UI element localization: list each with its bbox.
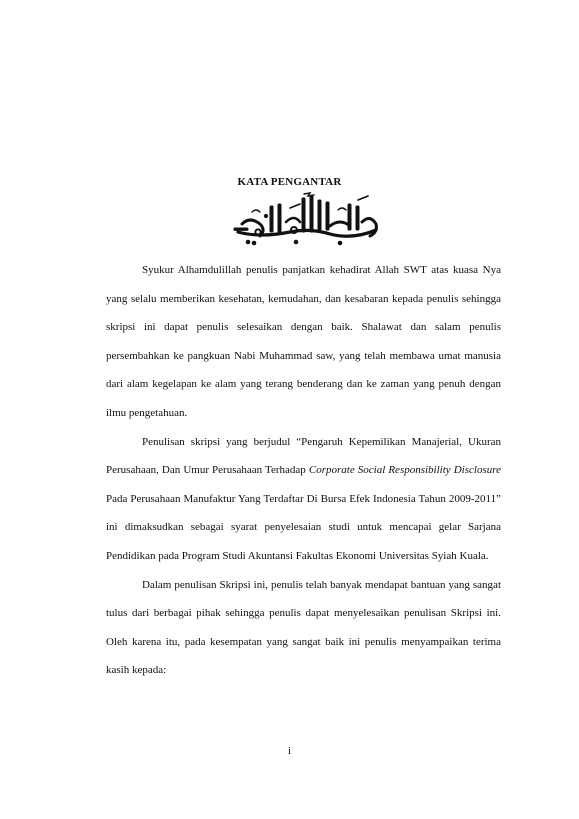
- paragraph-3: Dalam penulisan Skripsi ini, penulis telah banyak mendapat bantuan yang sangat tulus dari berbagai pihak sehingga penulis dapat menyelesaikan penulisan Skripsi ini. Oleh karena itu, pada kesempatan yang sangat baik ini penulis menyampaikan terima kasih kepada:: [106, 578, 501, 677]
- paragraph-2: [106, 428, 501, 571]
- body-text: [106, 256, 501, 685]
- bismillah-calligraphy: [230, 192, 380, 248]
- paragraph-1: Syukur Alhamdulillah penulis panjatkan kehadirat Allah SWT atas kuasa Nya yang selalu memberikan kesehatan, kemudahan, dan kesabaran kepada penulis sehingga skripsi ini dapat penulis selesaikan dengan baik. Shalawat dan salam penulis persembahkan ke pangkuan Nabi Muhammad saw, yang telah membawa umat manusia dari alam kegelapan ke alam yang terang benderang dan ke zaman yang penuh dengan ilmu pengetahuan.: [106, 264, 501, 419]
- paragraph-2-rest: Pada Perusahaan Manufaktur Yang Terdaftar Di Bursa Efek Indonesia Tahun 2009-2011” ini dimaksudkan sebagai syarat penyelesaian studi untuk mencapai gelar Sarjana Pendidikan pada Program Studi Akuntansi Fakultas Ekonomi Universitas Syiah Kuala.: [106, 492, 501, 562]
- paragraph-2-italic-term: Corporate Social Responsibility Disclosure: [308, 464, 501, 477]
- page-number: i: [287, 745, 292, 757]
- paragraph-2-lead: Penulisan skripsi yang berjudul “Pengaruh Kepemilikan Manajerial, Ukuran Perusahaan, Dan Umur Perusahaan Terhadap: [106, 435, 501, 477]
- page-title: KATA PENGANTAR: [237, 176, 342, 188]
